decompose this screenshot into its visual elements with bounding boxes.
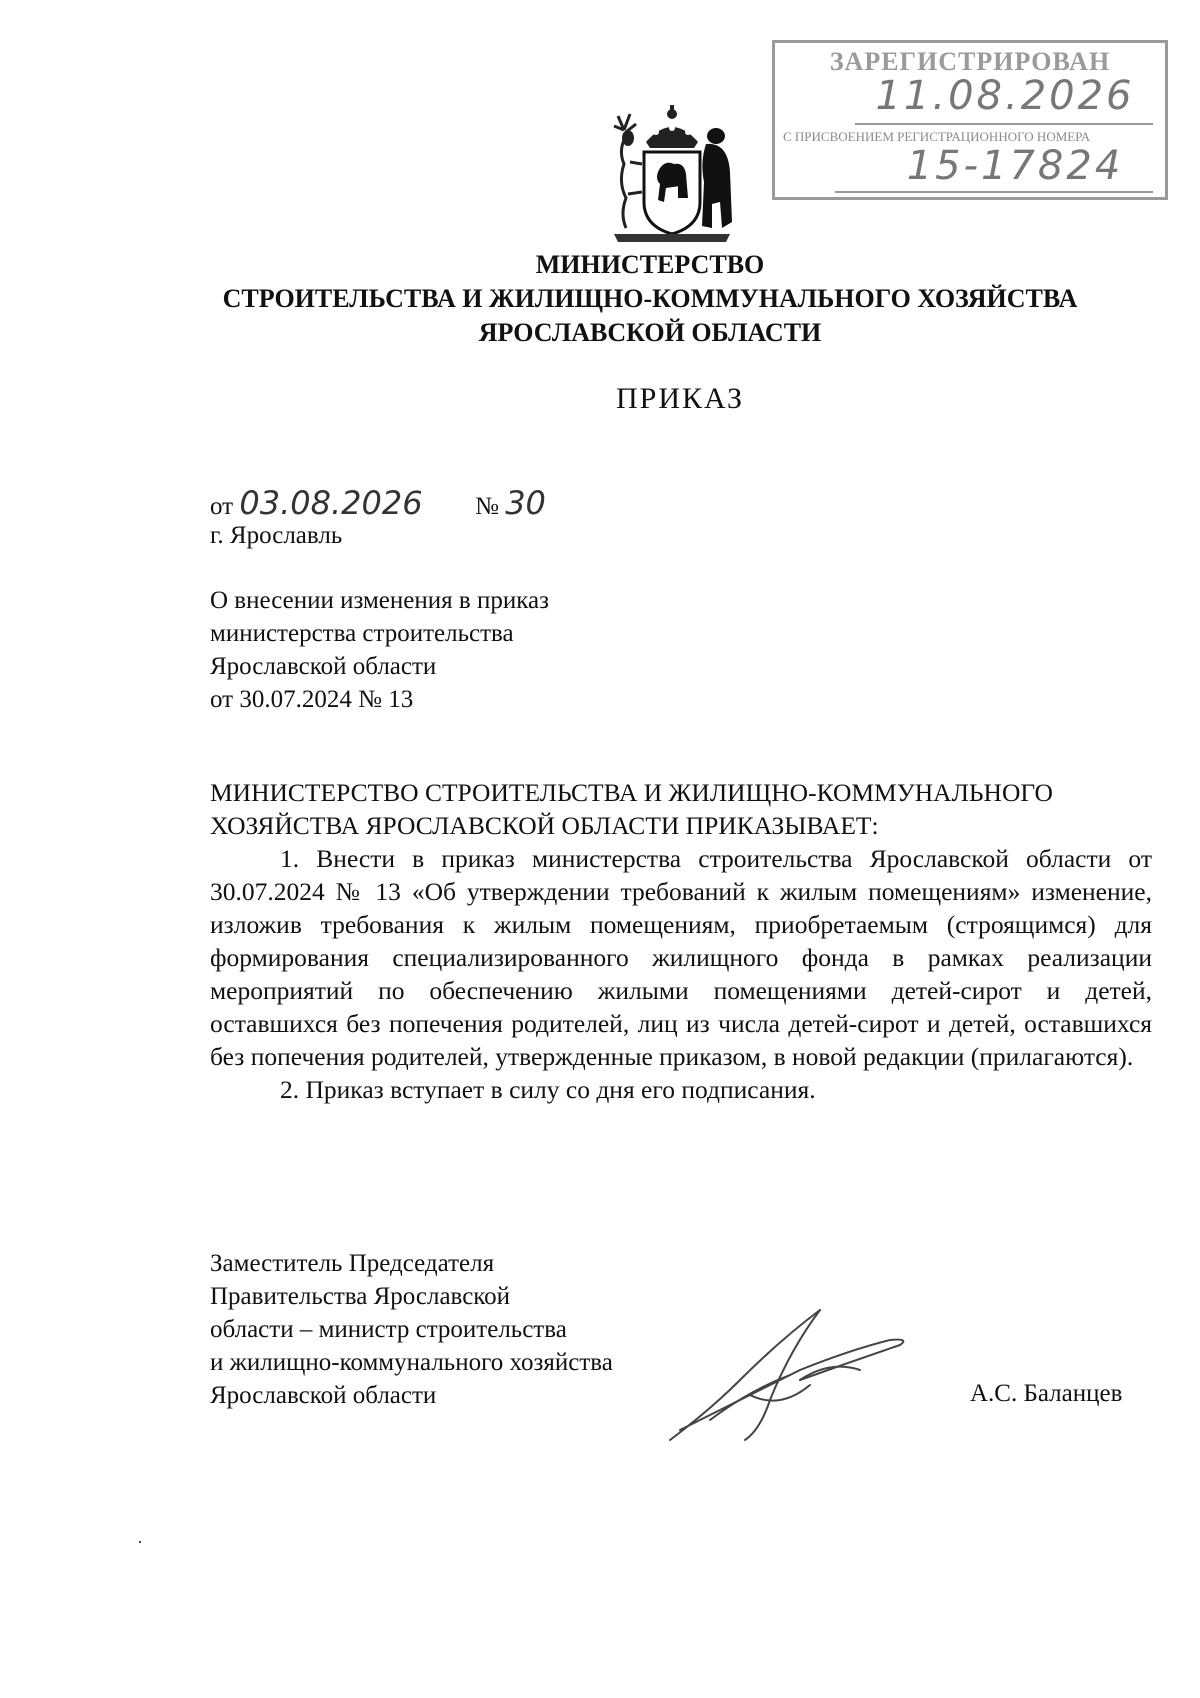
order-item-2: 2. Приказ вступает в силу со дня его подписания. — [280, 1075, 816, 1104]
order-date-number — [210, 484, 546, 520]
ministry-header — [150, 248, 1150, 350]
subject-line: министерства строительства — [210, 620, 514, 647]
stamp-registration-number: 15-17824 — [906, 143, 1124, 189]
preamble-line: ХОЗЯЙСТВА ЯРОСЛАВСКОЙ ОБЛАСТИ ПРИКАЗЫВАЕТ: — [210, 811, 879, 840]
order-subject — [210, 584, 549, 716]
ministry-header-line: ЯРОСЛАВСКОЙ ОБЛАСТИ — [478, 318, 822, 347]
ministry-header-line: СТРОИТЕЛЬСТВА И ЖИЛИЩНО-КОММУНАЛЬНОГО ХОЗЯЙСТВА — [222, 284, 1078, 313]
subject-line: от 30.07.2024 № 13 — [210, 686, 414, 713]
order-date: 03.08.2026 — [239, 484, 423, 522]
signer-name: А.С. Баланцев — [970, 1380, 1123, 1407]
signer-line: области – министр строительства — [210, 1316, 567, 1343]
signer-line: и жилищно-коммунального хозяйства — [210, 1349, 613, 1376]
stamp-date: 11.08.2026 — [875, 73, 1135, 119]
order-number: 30 — [505, 484, 546, 522]
ministry-header-line: МИНИСТЕРСТВО — [535, 250, 765, 279]
signer-line: Заместитель Председателя — [210, 1250, 495, 1277]
scan-artifact — [139, 1541, 141, 1543]
order-title-wrap — [0, 382, 1200, 416]
signature-icon — [650, 1300, 930, 1450]
order-title: ПРИКАЗ — [616, 382, 744, 415]
coat-of-arms-icon — [604, 102, 740, 248]
preamble-line: МИНИСТЕРСТВО СТРОИТЕЛЬСТВА И ЖИЛИЩНО-КОММУНАЛЬНОГО — [210, 778, 1053, 807]
signer-position — [210, 1247, 613, 1412]
stamp-divider — [855, 123, 1153, 125]
order-body — [210, 776, 1152, 1106]
registration-stamp — [772, 40, 1168, 200]
signer-line: Ярославской области — [210, 1382, 437, 1409]
city: г. Ярославль — [210, 522, 343, 549]
number-prefix: № — [475, 493, 499, 520]
order-item-1: 1. Внести в приказ министерства строительства Ярославской области от 30.07.2024 № 13 «Об утверждении требований к жилым помещениям» изменение, изложив требования к жилым помещениям, приобретаемым (строящимся) для формирования специализированного жилищного фонда в рамках реализации мероприятий по обеспечению жилыми помещениями детей-сирот и детей, оставшихся без попечения родителей, лиц из числа детей-сирот и детей, оставшихся без попечения родителей, утвержденные приказом, в новой редакции (прилагаются). — [210, 844, 1152, 1071]
stamp-divider — [835, 191, 1153, 193]
signer-line: Правительства Ярославской — [210, 1283, 511, 1310]
date-prefix: от — [210, 493, 234, 520]
stamp-title: ЗАРЕГИСТРИРОВАН — [829, 47, 1111, 76]
subject-line: О внесении изменения в приказ — [210, 587, 549, 614]
stamp-subtitle: С ПРИСВОЕНИЕМ РЕГИСТРАЦИОННОГО НОМЕРА — [783, 129, 1091, 144]
subject-line: Ярославской области — [210, 653, 437, 680]
